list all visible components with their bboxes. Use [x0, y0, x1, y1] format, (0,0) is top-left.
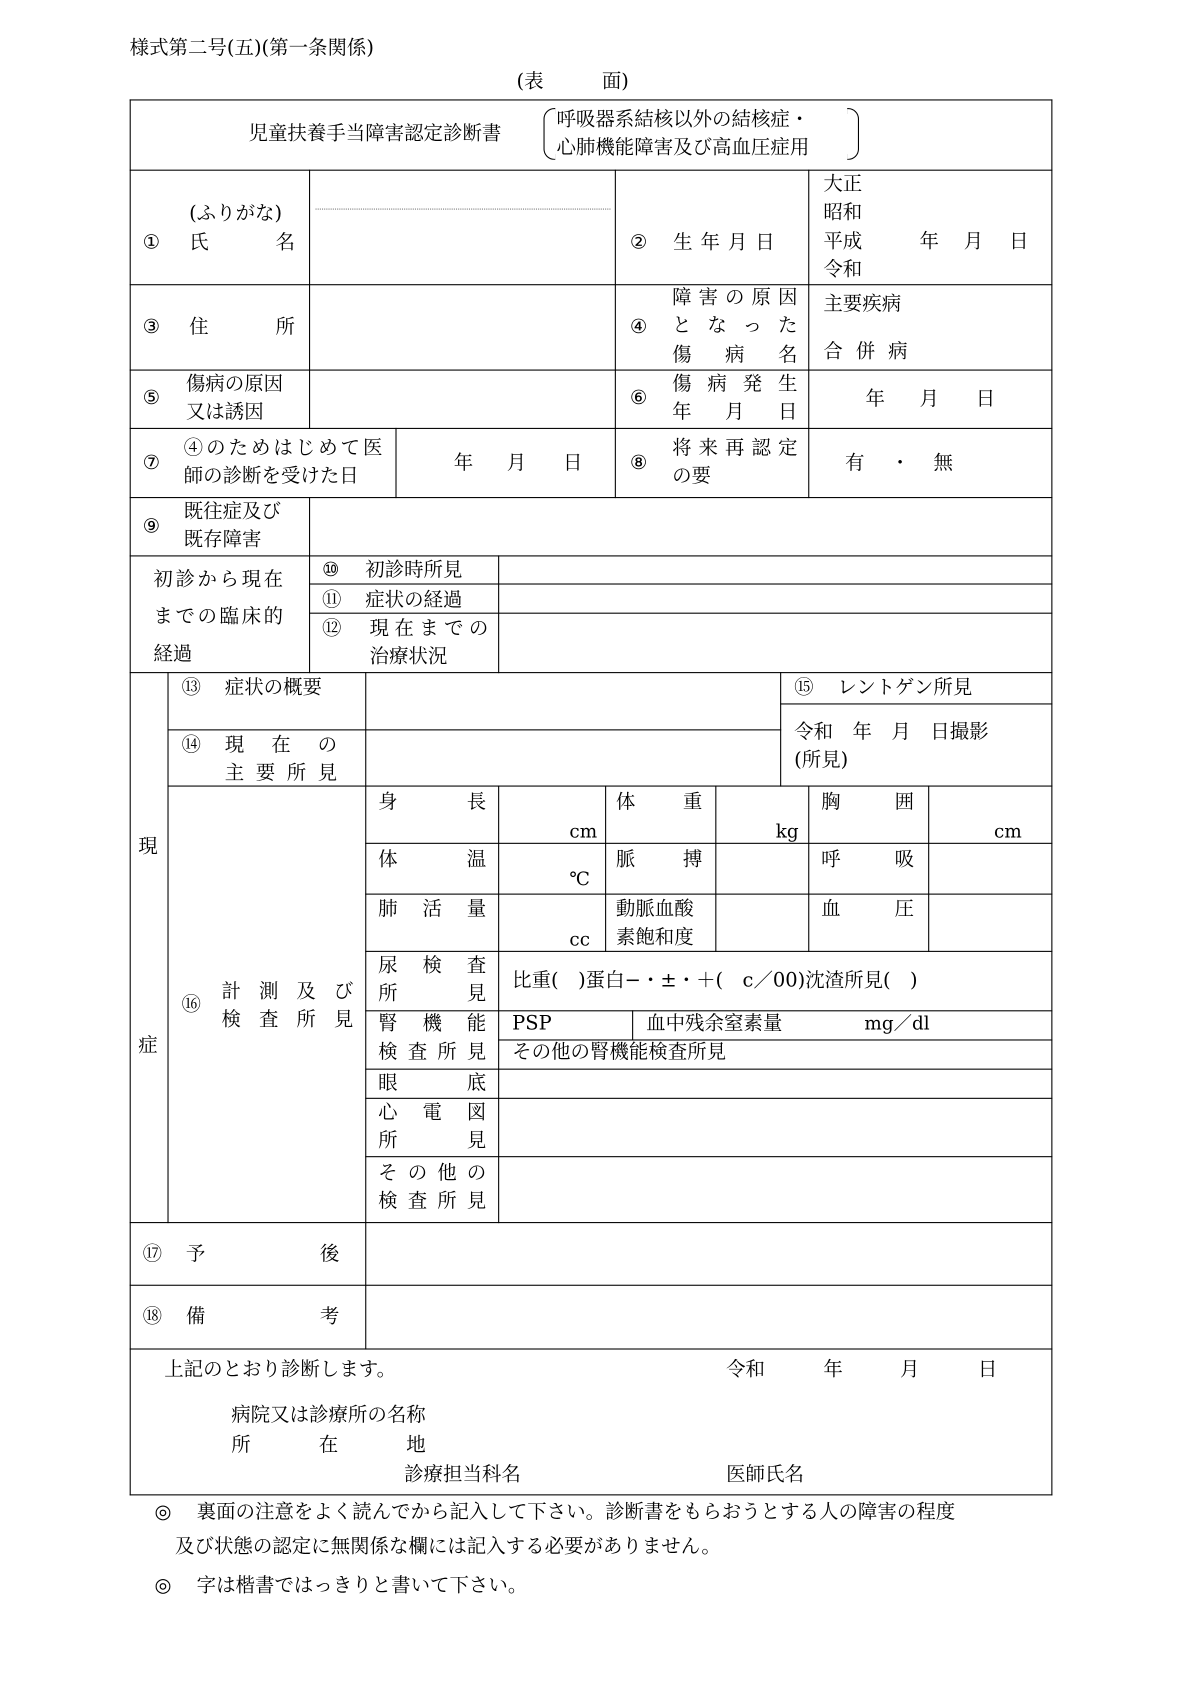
spo2-label-1: 動脈血酸 [615, 897, 694, 921]
weight-unit: kg [775, 821, 799, 843]
height-unit: cm [569, 821, 598, 843]
onset-year: 年 [865, 387, 885, 411]
note-2: 字は楷書ではっきりと書いて下さい。 [196, 1574, 528, 1597]
first-findings-label: 初診時所見 [365, 558, 463, 582]
disease-cause-label-1: 傷病の原因 [185, 372, 284, 396]
note-1a: 裏面の注意をよく読んでから記入して下さい。診断書をもらおうとする人の障害の程度 [196, 1500, 956, 1524]
xray-findings-label: (所見) [794, 748, 849, 772]
form-title: 児童扶養手当障害認定診断書 [248, 122, 502, 145]
grid-line-h [130, 1494, 1053, 1495]
xray-date: 令和 年 月 日撮影 [794, 720, 989, 744]
name-label: 氏名 [189, 231, 295, 254]
vital-capacity-unit: cc [569, 929, 591, 951]
respiration-label: 呼吸 [821, 848, 915, 871]
furigana-label: (ふりがな) [189, 202, 283, 225]
onset-label-2: 年月日 [672, 400, 798, 424]
num-4: ④ [629, 315, 648, 339]
grid-line-v [395, 428, 396, 498]
grid-line-h [130, 1285, 1053, 1286]
grid-line-v [780, 672, 781, 787]
note-mark-2: ◎ [154, 1574, 172, 1597]
grid-line-h [780, 703, 1052, 704]
ecg-label-1: 心電図 [378, 1101, 487, 1124]
present-label-gen: 現 [138, 835, 158, 858]
grid-line-h [365, 1010, 1052, 1011]
num-12: ⑫ [321, 616, 342, 640]
num-17: ⑰ [142, 1242, 163, 1266]
history-label-2: 既存障害 [183, 528, 262, 552]
grid-line-v [498, 786, 499, 1224]
num-18: ⑱ [142, 1305, 163, 1328]
grid-line-h [130, 170, 1053, 171]
grid-line-h [130, 284, 1053, 285]
furigana-dotted-line [316, 209, 611, 210]
num-2: ② [629, 231, 648, 254]
num-14: ⑭ [181, 733, 201, 757]
vital-capacity-label: 肺活量 [378, 897, 487, 921]
main-disease-label: 主要疾病 [823, 292, 902, 316]
grid-line-v [808, 170, 809, 429]
other-tests-label-1: その他の [378, 1161, 487, 1185]
disease-cause-label-2: 又は誘因 [185, 400, 264, 424]
spo2-label-2: 素飽和度 [615, 925, 694, 949]
num-13: ⑬ [181, 676, 201, 700]
grid-line-v [605, 786, 606, 952]
recert-no[interactable]: 無 [933, 451, 954, 475]
urine-label-1: 尿検査 [378, 954, 487, 977]
grid-line-h [309, 613, 1052, 614]
era-reiwa[interactable]: 令和 [823, 258, 863, 281]
onset-month: 月 [919, 387, 939, 411]
symptom-summary-label: 症状の概要 [224, 676, 322, 700]
grid-line-h [130, 555, 1053, 556]
hospital-name-label: 病院又は診療所の名称 [231, 1403, 426, 1427]
grid-line-v [309, 170, 310, 429]
kidney-label-2: 検査所見 [378, 1040, 487, 1064]
bracket-left [543, 108, 555, 160]
urine-label-2: 所見 [378, 982, 487, 1005]
num-10: ⑩ [321, 558, 340, 582]
first-day: 日 [562, 451, 583, 475]
month-label: 月 [963, 230, 984, 253]
grid-line-h [365, 1069, 1052, 1070]
grid-line-h [130, 1222, 1053, 1223]
bracket-right [847, 108, 859, 160]
present-label-sho: 症 [138, 1034, 158, 1057]
onset-day: 日 [975, 387, 996, 411]
grid-line-v [130, 99, 131, 1495]
num-11: ⑪ [321, 588, 342, 612]
title-sub-1: 呼吸器系結核以外の結核症・ [556, 108, 810, 131]
grid-line-v [309, 497, 310, 673]
note-1b: 及び状態の認定に無関係な欄には記入する必要がありません。 [175, 1535, 721, 1559]
side-label: (表 面) [516, 70, 629, 93]
cause-label-3: 傷病名 [672, 343, 798, 367]
form-number: 様式第二号(五)(第一条関係) [129, 36, 374, 60]
grid-line-v [808, 428, 809, 498]
course-label: 症状の経過 [365, 588, 463, 612]
main-findings-label-1: 現在の [224, 733, 338, 757]
grid-line-h [130, 1348, 1053, 1349]
recert-yes[interactable]: 有 [844, 451, 865, 475]
psp-label: PSP [512, 1012, 552, 1036]
first-month: 月 [506, 451, 527, 475]
sign-era: 令和 [726, 1358, 765, 1381]
grid-line-v [365, 672, 366, 1223]
grid-line-h [365, 894, 1052, 895]
grid-line-v [615, 170, 616, 429]
cause-label-2: となった [672, 314, 798, 338]
first-visit-label-1: ④のためはじめて医 [183, 436, 383, 460]
ecg-label-2: 所見 [378, 1129, 487, 1152]
birthdate-label: 生年月日 [673, 231, 775, 254]
fundus-label: 眼底 [378, 1071, 487, 1095]
num-8: ⑧ [629, 451, 648, 475]
num-5: ⑤ [142, 386, 161, 410]
title-sub-2: 心肺機能障害及び高血圧症用 [556, 136, 810, 159]
first-year: 年 [453, 451, 474, 475]
first-visit-label-2: 師の診断を受けた日 [183, 464, 359, 488]
grid-line-h [309, 583, 1052, 584]
blood-pressure-label: 血圧 [821, 897, 915, 921]
grid-line-v [632, 1010, 633, 1040]
grid-line-h [365, 843, 1052, 844]
num-3: ③ [142, 315, 161, 339]
measure-label-1: 計測及び [221, 980, 354, 1003]
sign-month: 月 [900, 1358, 920, 1381]
grid-line-v [808, 786, 809, 952]
clinical-label-1: 初診から現在 [153, 568, 284, 592]
address-label: 住所 [189, 315, 295, 339]
grid-line-v [167, 672, 168, 1223]
prognosis-label: 予後 [185, 1242, 340, 1266]
num-15: ⑮ [794, 676, 814, 700]
num-6: ⑥ [629, 386, 648, 410]
other-tests-label-2: 検査所見 [378, 1189, 487, 1213]
bun-label: 血中残余窒素量 [646, 1012, 783, 1036]
era-taisho[interactable]: 大正 [823, 172, 863, 196]
grid-line-v [928, 786, 929, 952]
xray-label: レントゲン所見 [837, 676, 973, 700]
kidney-other-label: その他の腎機能検査所見 [512, 1040, 727, 1064]
grid-line-h [167, 786, 1052, 787]
era-showa[interactable]: 昭和 [823, 200, 863, 224]
remarks-label: 備考 [185, 1305, 340, 1328]
grid-line-v [715, 786, 716, 952]
grid-line-h [167, 729, 781, 730]
treatment-label-1: 現在までの [369, 616, 489, 640]
temperature-label: 体温 [378, 848, 487, 871]
weight-label: 体重 [615, 790, 703, 814]
recert-separator: ・ [890, 451, 910, 475]
grid-line-h [130, 428, 1053, 429]
doctor-name-label: 医師氏名 [726, 1462, 804, 1486]
grid-line-h [365, 951, 1052, 952]
pulse-label: 脈搏 [615, 848, 703, 871]
clinical-label-2: までの臨床的 [153, 605, 284, 628]
day-label: 日 [1009, 230, 1029, 253]
grid-line-h [130, 497, 1053, 498]
measure-label-2: 検査所見 [221, 1008, 354, 1031]
cause-label-1: 障害の原因 [672, 286, 798, 310]
grid-line-v [615, 428, 616, 498]
grid-line-h [365, 1156, 1052, 1157]
height-label: 身長 [378, 790, 487, 814]
grid-line-v [498, 555, 499, 673]
era-heisei[interactable]: 平成 [823, 230, 863, 253]
grid-line-h [130, 672, 1053, 673]
note-mark-1: ◎ [154, 1500, 172, 1524]
urine-values: 比重( )蛋白−・±・＋( c／00)沈渣所見( ) [512, 969, 918, 992]
grid-line-v [365, 1222, 366, 1349]
num-16: ⑯ [181, 992, 201, 1016]
sign-year: 年 [823, 1358, 843, 1381]
num-1: ① [142, 231, 161, 254]
history-label-1: 既往症及び [183, 500, 281, 523]
kidney-label-1: 腎機能 [378, 1012, 487, 1036]
num-9: ⑨ [142, 515, 161, 539]
recert-label-1: 将来再認定 [672, 436, 798, 460]
num-7: ⑦ [142, 451, 161, 475]
treatment-label-2: 治療状況 [369, 645, 448, 668]
main-findings-label-2: 主要所見 [224, 761, 338, 785]
sign-day: 日 [977, 1358, 998, 1381]
onset-label-1: 傷病発生 [672, 372, 798, 396]
department-label: 診療担当科名 [404, 1462, 521, 1486]
bun-unit: mg／dl [864, 1013, 930, 1036]
diagnosis-statement: 上記のとおり診断します。 [164, 1358, 397, 1381]
complication-label: 合併病 [823, 340, 908, 364]
chest-label: 胸囲 [821, 790, 915, 814]
grid-line-h [130, 99, 1053, 100]
grid-line-v [1051, 99, 1052, 1495]
recert-label-2: の要 [672, 464, 711, 488]
grid-line-h [365, 1098, 1052, 1099]
temperature-unit: ℃ [569, 868, 590, 891]
grid-line-h [130, 370, 1053, 371]
location-label: 所在地 [231, 1433, 426, 1457]
chest-unit: cm [994, 821, 1022, 843]
clinical-label-3: 経過 [153, 642, 193, 666]
year-label: 年 [919, 230, 939, 253]
